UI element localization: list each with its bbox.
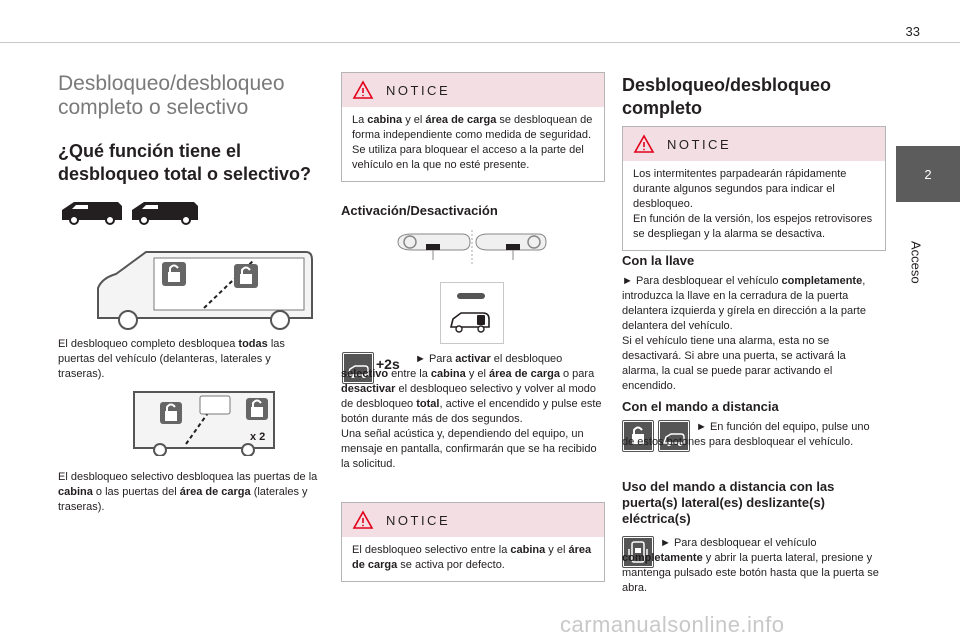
key-heading: Con la llave [622, 253, 695, 268]
question-heading: ¿Qué función tiene el desbloqueo total o selectivo? [58, 141, 312, 184]
dashboard-mirrors-figure [392, 228, 552, 268]
chapter-tab[interactable]: 2 [896, 146, 960, 202]
page-number: 33 [905, 24, 920, 39]
notice-label: NOTICE [667, 136, 732, 152]
notice-header [342, 503, 604, 537]
activation-heading: Activación/Desactivación [341, 203, 498, 218]
notice-header [342, 73, 604, 107]
notice-header [623, 127, 885, 161]
remote-paragraph: ► En función del equipo, pulse uno de estos botones para desbloquear el vehículo. [622, 421, 870, 448]
chapter-label: Acceso [908, 240, 924, 284]
multiplier-label: x 2 [250, 431, 266, 443]
watermark: carmanualsonline.info [560, 612, 785, 637]
notice-label: NOTICE [386, 82, 451, 98]
warning-triangle-icon [352, 510, 374, 530]
notice-text-1: Los intermitentes parpadearán rápidamente durante algunos segundos para indicar el desbloqueo. [633, 168, 847, 210]
sliding-door-paragraph: ► Para desbloquear el vehículo completamente y abrir la puerta lateral, presione y mantenga pulsado este botón hasta que la puerta se abra. [622, 537, 879, 594]
section-title-selective: Desbloqueo/desbloqueo completo o selectivo [58, 72, 285, 119]
notice-text: La cabina y el área de carga se desbloquean de forma independiente como medida de seguridad. Se utiliza para bloquear el acceso a la parte del vehículo en la que no esté presente. [352, 114, 593, 171]
column-1 [58, 72, 320, 186]
selective-unlock-van-figure [130, 388, 278, 456]
notice-text: El desbloqueo selectivo entre la cabina y el área de carga se activa por defecto. [352, 544, 592, 571]
notice-box-2 [341, 502, 605, 582]
full-unlock-title: Desbloqueo/desbloqueo completo [622, 75, 832, 118]
notice-box-1 [341, 72, 605, 182]
selective-button-figure [440, 282, 504, 344]
sliding-door-heading: Uso del mando a distancia con las puerta(s) lateral(es) deslizante(s) eléctrica(s) [622, 479, 835, 526]
notice-box-3 [622, 126, 886, 251]
activation-paragraph: ► Para activar el desbloqueo selectivo entre la cabina y el área de carga o para desactivar el desbloqueo selectivo y volver al modo de desbloqueo total, active el encendido y pulse este botón durante más de dos segundos. Una señal acústica y, dependiendo del equipo, un mensaje en pantalla, confirmarán que se ha recibido la solicitud. [341, 353, 602, 470]
two-seconds-badge: +2s [376, 356, 400, 372]
selective-unlock-paragraph: El desbloqueo selectivo desbloquea las puertas de la cabina o las puertas del área de carga (laterales y traseras). [58, 471, 318, 513]
full-unlock-van-figure [94, 248, 316, 330]
notice-text-2: En función de la versión, los espejos retrovisores se despliegan y la alarma se desactiva. [633, 213, 873, 240]
warning-triangle-icon [352, 80, 374, 100]
warning-triangle-icon [633, 134, 655, 154]
notice-label: NOTICE [386, 512, 451, 528]
remote-heading: Con el mando a distancia [622, 399, 779, 414]
full-unlock-paragraph: El desbloqueo completo desbloquea todas las puertas del vehículo (delanteras, laterales y traseras). [58, 338, 285, 380]
van-silhouettes-icon [60, 196, 200, 226]
key-paragraph: ► Para desbloquear el vehículo completamente, introduzca la llave en la cerradura de la puerta delantera izquierda y gírela en dirección a la parte delantera del vehículo. Si el vehículo tiene una alarma, esta no se desactivará. Si abre una puerta, se activará la alarma, la cual se puede parar activando el encendido. [622, 275, 866, 392]
header-rule [0, 42, 960, 43]
